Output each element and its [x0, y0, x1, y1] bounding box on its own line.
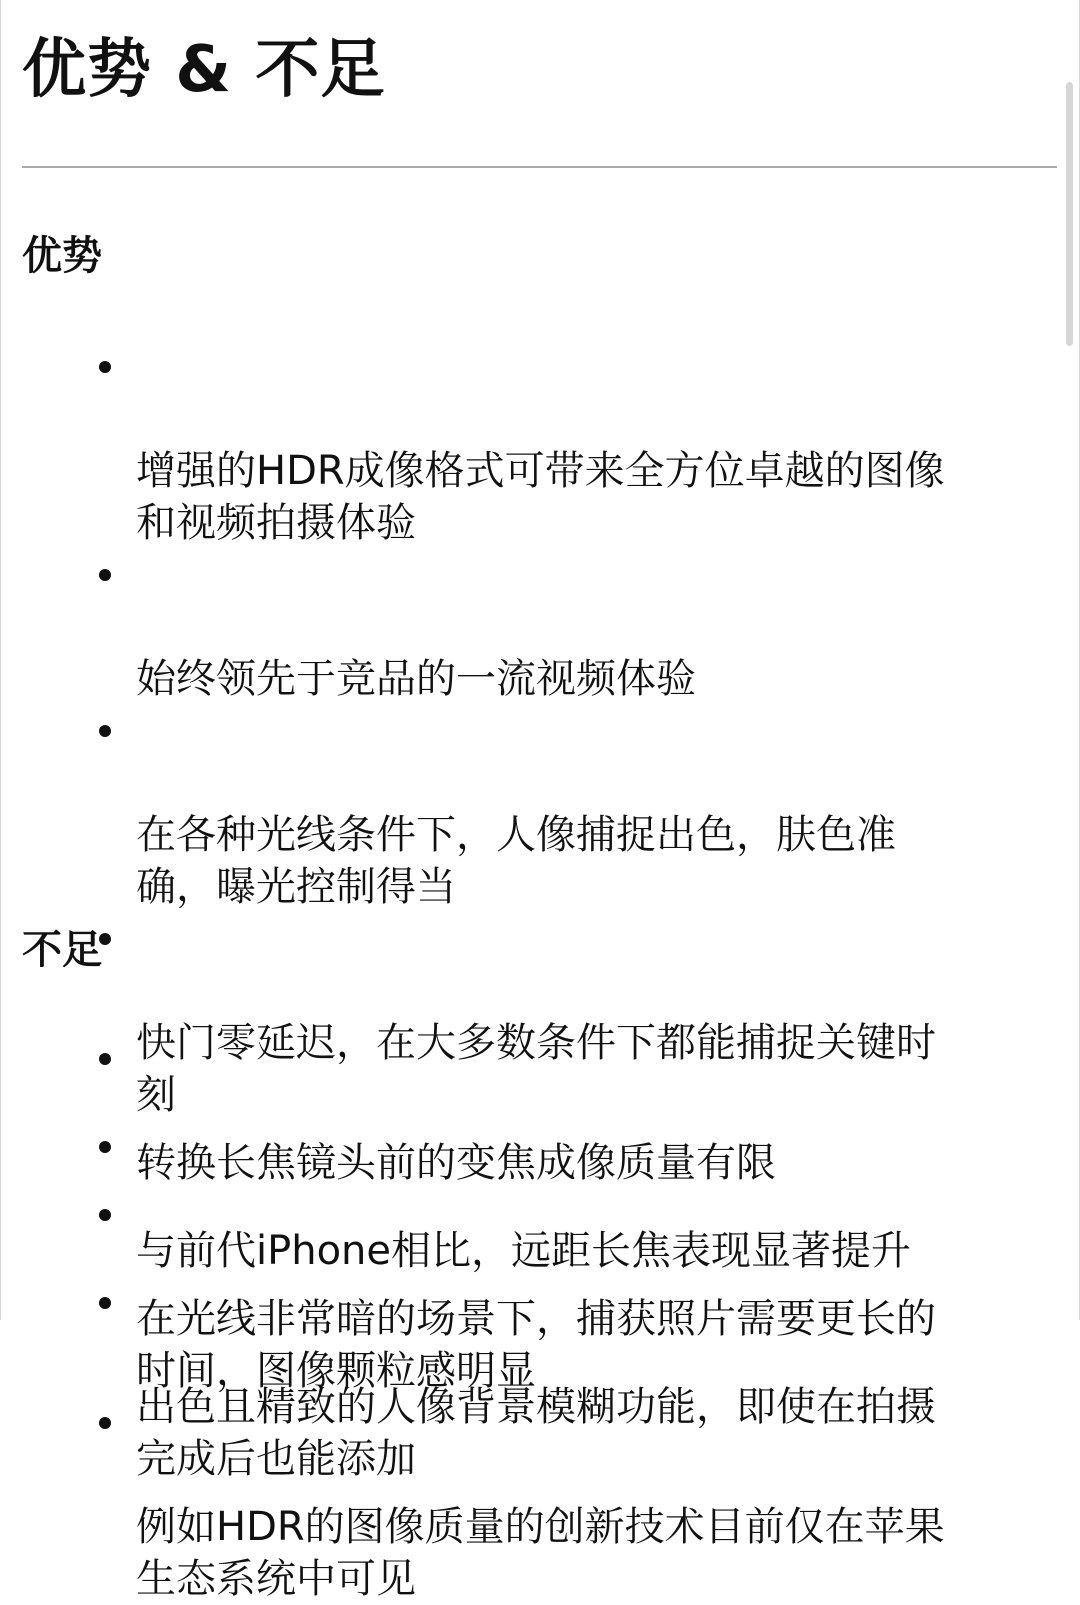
- weakness-item: [93, 1033, 1038, 1189]
- weaknesses-heading: 不足: [22, 927, 102, 973]
- weaknesses-list: [93, 1033, 1038, 1605]
- weakness-item: [93, 1397, 1038, 1605]
- strength-text: 增强的HDR成像格式可带来全方位卓越的图像 和视频拍摄体验: [136, 448, 945, 546]
- strength-text: 出色且精致的人像背景模糊功能，即使在拍摄 完成后也能添加: [136, 1384, 936, 1482]
- scrollbar-thumb[interactable]: [1066, 82, 1073, 346]
- page-title: 优势 & 不足: [22, 33, 386, 107]
- weakness-text: 在光线非常暗的场景下，捕获照片需要更长的 时间，图像颗粒感明显: [136, 1296, 936, 1394]
- strength-item: [93, 705, 1038, 913]
- strengths-heading: 优势: [22, 233, 102, 279]
- strength-text: 始终领先于竞品的一流视频体验: [136, 656, 696, 702]
- strength-item: [93, 341, 1038, 549]
- strength-text: 在各种光线条件下，人像捕捉出色，肤色准 确，曝光控制得当: [136, 812, 896, 910]
- strength-text: 快门零延迟，在大多数条件下都能捕捉关键时 刻: [136, 1020, 936, 1118]
- bullet-dot-icon: [99, 725, 111, 737]
- strength-item: [93, 549, 1038, 705]
- weakness-item: [93, 1189, 1038, 1397]
- bullet-dot-icon: [99, 1417, 111, 1429]
- weakness-text: 例如HDR的图像质量的创新技术目前仅在苹果 生态系统中可见: [136, 1504, 945, 1602]
- weakness-text: 转换长焦镜头前的变焦成像质量有限: [136, 1140, 776, 1186]
- bullet-dot-icon: [99, 569, 111, 581]
- title-divider: [22, 166, 1057, 168]
- bullet-dot-icon: [99, 361, 111, 373]
- strength-text: 与前代iPhone相比，远距长焦表现显著提升: [136, 1228, 912, 1274]
- bullet-dot-icon: [99, 1053, 111, 1065]
- bullet-dot-icon: [99, 1209, 111, 1221]
